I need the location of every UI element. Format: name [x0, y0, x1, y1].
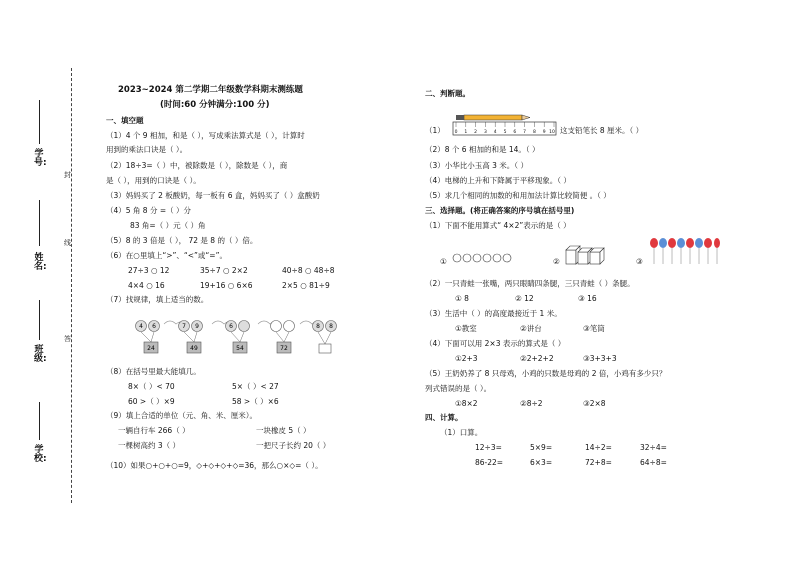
svg-text:5: 5	[503, 130, 507, 135]
choice-2: （2）一只青蛙一张嘴，两只眼睛四条腿，三只青蛙（ ）条腿。	[425, 279, 635, 288]
judge-4: （4）电梯的上升和下降属于平移现象。（ ）	[425, 176, 571, 185]
choice-2-opt-2: ② 12	[515, 294, 534, 303]
q9-row1-b: 一块橡皮 5（ ）	[256, 426, 311, 435]
school-label: 学校:	[34, 445, 47, 465]
school-line	[39, 402, 40, 440]
q6-row2-b: 19+16 ○ 6×6	[200, 281, 253, 290]
q7-pattern-illustration	[134, 316, 354, 356]
question-3: （3）妈妈买了 2 板酸奶，每一板有 6 盒，妈妈买了（ ）盒酸奶	[106, 191, 320, 200]
calc-r1-a: 12÷3=	[475, 443, 502, 452]
judge-2: （2）8 个 6 相加的和是 14。（ ）	[425, 145, 540, 154]
svg-text:1: 1	[464, 130, 468, 135]
q9-row1-a: 一辆自行车 266（ ）	[118, 426, 190, 435]
q7-balloon-1: 4	[139, 323, 143, 330]
q7-balloon-3: 7	[182, 323, 186, 330]
q8-row1-b: 5×（ ）< 27	[232, 382, 279, 391]
question-7: （7）找规律，填上适当的数。	[106, 295, 209, 304]
class-label: 班级:	[34, 345, 47, 365]
q9-row2-b: 一把尺子长约 20（ ）	[256, 441, 331, 450]
student-id-label: 学号:	[34, 149, 47, 169]
question-10: （10）如果○+○+○=9，◇+◇+◇+◇=36，那么○×◇=（ ）。	[106, 461, 323, 470]
choice-5-opt-3: ③2×8	[583, 399, 606, 408]
question-6: （6）在○里填上“>”、“<”或“=”。	[106, 251, 227, 260]
svg-text:0: 0	[454, 130, 458, 135]
seal-char-2: 线	[64, 239, 71, 247]
question-9: （9）填上合适的单位（元、角、米、厘米）。	[106, 411, 258, 420]
student-id-line	[39, 100, 40, 144]
svg-text:2: 2	[474, 130, 478, 135]
svg-text:7: 7	[523, 130, 527, 135]
q7-balloon-7: 8	[316, 323, 320, 330]
choice-4-opt-2: ②2+2+2	[520, 354, 554, 363]
svg-text:4: 4	[493, 130, 497, 135]
svg-text:8: 8	[532, 130, 536, 135]
q7-balloon-5: 6	[229, 323, 233, 330]
choice-2-opt-3: ③ 16	[578, 294, 597, 303]
judge-1-prefix: （1）	[425, 126, 445, 135]
choice-5-opt-2: ②8÷2	[520, 399, 543, 408]
q7-balloon-4: 9	[195, 323, 199, 330]
question-1-line-1: （1）4 个 9 相加，和是（ ），写成乘法算式是（ ），计算时	[106, 131, 305, 140]
question-4-line-1: （4）5 角 8 分 =（ ）分	[106, 206, 192, 215]
q8-row2-a: 60 >（ ）×9	[128, 397, 175, 406]
q8-row1-a: 8×（ ）< 70	[128, 382, 175, 391]
calc-r1-c: 14÷2=	[585, 443, 612, 452]
choice-3-opt-3: ③笔筒	[583, 324, 605, 333]
choice-4-opt-3: ③3+3+3	[583, 354, 617, 363]
calc-r2-c: 72+8=	[585, 458, 612, 467]
q6-row2-a: 4×4 ○ 16	[128, 281, 165, 290]
section-calculation: 四、计算。	[425, 413, 463, 422]
calc-r2-d: 64÷8=	[640, 458, 667, 467]
choice-1-opt-2-blocks	[564, 240, 610, 268]
name-line	[39, 200, 40, 246]
judge-5: （5）求几个相同的加数的和用加法计算比较简便 。（ ）	[425, 191, 611, 200]
q6-row1-c: 40÷8 ○ 48÷8	[282, 266, 335, 275]
svg-text:6: 6	[513, 130, 517, 135]
class-line	[39, 300, 40, 340]
q6-row1-a: 27÷3 ○ 12	[128, 266, 170, 275]
judge-1: 这支铅笔长 8 厘米。（ ）	[560, 126, 644, 135]
question-2-line-2: 是（ ），用到的口诀是（ ）。	[106, 176, 201, 185]
section-multiple-choice: 三、选择题。(将正确答案的序号填在括号里)	[425, 206, 575, 215]
section-true-false: 二、判断题。	[425, 89, 470, 98]
q7-box-2: 49	[190, 345, 198, 352]
q7-box-3: 54	[236, 345, 244, 352]
q6-row1-b: 35÷7 ○ 2×2	[200, 266, 248, 275]
q7-box-1: 24	[147, 345, 155, 352]
name-label: 姓名:	[34, 253, 47, 273]
choice-5-line-1: （5）王奶奶养了 8 只母鸡，小鸡的只数是母鸡的 2 倍，小鸡有多少只？	[425, 369, 667, 378]
svg-text:9: 9	[542, 130, 546, 135]
choice-1: （1）下面不能用算式“ 4×2”表示的是（ ）	[425, 221, 571, 230]
choice-1-opt-3-balloons	[648, 236, 720, 266]
choice-2-opt-1: ① 8	[455, 294, 469, 303]
choice-4-opt-1: ①2+3	[455, 354, 478, 363]
pencil-ruler-illustration	[452, 114, 558, 136]
choice-3-opt-2: ②讲台	[520, 324, 542, 333]
choice-5-opt-1: ①8×2	[455, 399, 478, 408]
judge-3: （3）小华比小玉高 3 米。（ ）	[425, 161, 528, 170]
question-4-line-2: 83 角=（ ）元（ ）角	[130, 221, 206, 230]
choice-5-line-2: 列式错误的是（ ）。	[425, 384, 492, 393]
exam-title: 2023~2024 第二学期二年级数学科期末测练题	[118, 85, 303, 95]
q7-balloon-8: 8	[329, 323, 333, 330]
choice-1-opt-1-circles	[452, 250, 512, 266]
q7-box-4: 72	[280, 345, 288, 352]
choice-4: （4）下面可以用 2×3 表示的算式是（ ）	[425, 339, 566, 348]
section-fill-blank: 一、填空题	[106, 116, 144, 125]
choice-1-opt-3-label: ③	[636, 257, 643, 266]
question-8: （8）在括号里最大能填几。	[106, 367, 201, 376]
q7-balloon-2: 6	[152, 323, 156, 330]
q9-row2-a: 一棵树高约 3（ ）	[118, 441, 181, 450]
exam-subtitle: (时间:60 分钟满分:100 分)	[160, 100, 270, 110]
question-2-line-1: （2）18÷3=（ ）中，被除数是（ ），除数是（ ），商	[106, 161, 288, 170]
choice-3-opt-1: ①教室	[455, 324, 477, 333]
calc-r2-b: 6×3=	[530, 458, 553, 467]
binding-dashed-line	[71, 68, 72, 503]
question-5: （5）8 的 3 倍是（ ）， 72 是 8 的（ ）倍。	[106, 236, 258, 245]
calc-1-title: （1）口算。	[440, 428, 483, 437]
q8-row2-b: 58 >（ ）×6	[232, 397, 279, 406]
question-1-line-2: 用到的乘法口诀是（ ）。	[106, 145, 188, 154]
seal-char-1: 封	[64, 171, 71, 179]
svg-text:10: 10	[549, 130, 555, 135]
calc-r1-b: 5×9=	[530, 443, 553, 452]
choice-1-opt-1-label: ①	[440, 257, 447, 266]
choice-3: （3）生活中（ ）的高度最接近于 1 米。	[425, 309, 562, 318]
q6-row2-c: 2×5 ○ 81÷9	[282, 281, 330, 290]
choice-1-opt-2-label: ②	[553, 257, 560, 266]
calc-r2-a: 86-22=	[475, 458, 504, 467]
seal-char-3: 答	[64, 335, 71, 343]
svg-text:3: 3	[483, 130, 487, 135]
calc-r1-d: 32÷4=	[640, 443, 667, 452]
